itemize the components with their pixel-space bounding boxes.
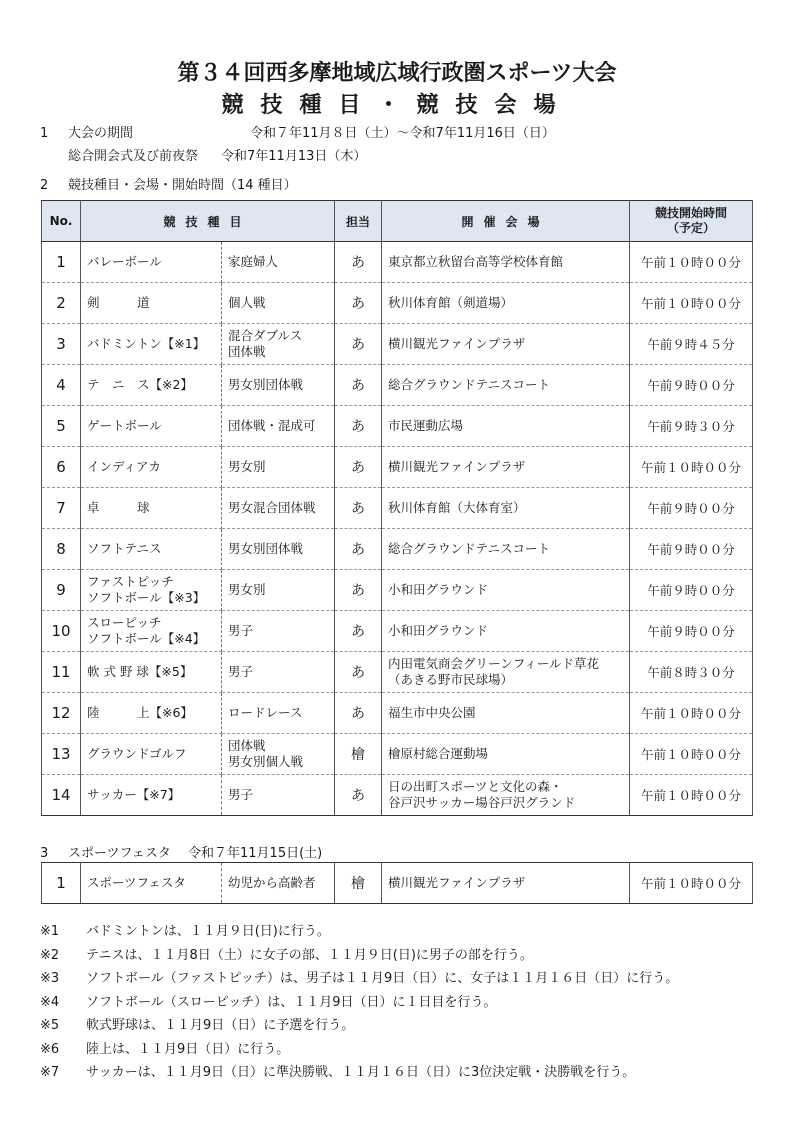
footnote-text: バドミントンは、１１月９日(日)に行う。 [86,924,330,939]
cell-sport: ゲートボール [81,406,222,447]
document-subtitle: 競技種目・競技会場 [221,92,573,118]
cell-tanto: あ [335,775,382,816]
table-row [42,447,753,488]
ceremony-value: 令和7年11月13日（木） [221,149,367,164]
cell-venue: 檜原村総合運動場 [382,734,630,775]
header-tanto: 担当 [335,201,382,242]
cell-time: 午前１０時００分 [630,447,753,488]
cell-tanto: あ [335,652,382,693]
table-row [42,611,753,652]
table-header-row [42,201,753,242]
footnote-text: ソフトボール（スローピッチ）は、１１月9日（日）に１日目を行う。 [86,994,497,1010]
cell-sport: テ ニ ス【※2】 [81,365,222,406]
cell-time: 午前９時００分 [630,365,753,406]
cell-category: 団体戦 男女別個人戦 [222,734,335,775]
footnote-mark: ※3 [40,971,60,986]
footnote-item [40,991,678,1015]
table-row [42,693,753,734]
footnote-mark: ※4 [40,994,60,1010]
cell-tanto: あ [335,406,382,447]
table-row [42,488,753,529]
footnote-text: テニスは、１１月8日（土）に女子の部、１１月９日(日)に男子の部を行う。 [86,947,533,963]
table-row [42,406,753,447]
cell-category: 男女別団体戦 [222,529,335,570]
cell-sport: 卓 球 [81,488,222,529]
table-row [42,365,753,406]
table-row [42,734,753,775]
cell-sport: サッカー【※7】 [81,775,222,816]
footnote-item [40,944,678,968]
table-row [42,324,753,365]
cell-category: 男女別 [222,447,335,488]
cell-sport: グラウンドゴルフ [81,734,222,775]
cell-sport: ソフトテニス [81,529,222,570]
cell-sport: バドミントン【※1】 [81,324,222,365]
cell-category: 幼児から高齢者 [222,863,335,904]
cell-tanto: あ [335,447,382,488]
table-row [42,775,753,816]
cell-time: 午前９時４５分 [630,324,753,365]
period-value: 令和７年11月８日（土）～令和7年11月16日（日） [250,126,555,141]
cell-sport: ファストピッチ ソフトボール【※3】 [81,570,222,611]
cell-category: 男女別 [222,570,335,611]
cell-tanto: あ [335,693,382,734]
cell-tanto: あ [335,488,382,529]
cell-no: 12 [42,693,81,734]
cell-venue: 秋川体育館（大体育室） [382,488,630,529]
cell-category: 男女混合団体戦 [222,488,335,529]
footnote-mark: ※7 [40,1065,60,1080]
cell-no: 7 [42,488,81,529]
cell-tanto: あ [335,611,382,652]
section-number: 1 [40,126,49,141]
cell-category: ロードレース [222,693,335,734]
header-time: 競技開始時間 （予定） [630,201,753,242]
festa-table [41,862,753,904]
footnote-mark: ※5 [40,1018,60,1033]
cell-no: 8 [42,529,81,570]
cell-venue: 総合グラウンドテニスコート [382,529,630,570]
cell-no: 11 [42,652,81,693]
cell-category: 男女別団体戦 [222,365,335,406]
footnote-item [40,967,678,991]
cell-no: 9 [42,570,81,611]
cell-tanto: あ [335,529,382,570]
cell-sport: スポーツフェスタ [81,863,222,904]
cell-time: 午前１０時００分 [630,283,753,324]
cell-venue: 小和田グラウンド [382,611,630,652]
footnote-item [40,1038,678,1062]
cell-sport: インディアカ [81,447,222,488]
cell-no: 13 [42,734,81,775]
table-row [42,529,753,570]
cell-category: 男子 [222,775,335,816]
footnote-item [40,1014,678,1038]
footnote-mark: ※2 [40,947,60,963]
cell-no: 10 [42,611,81,652]
section-1-period [40,122,555,141]
cell-venue: 横川観光ファインプラザ [382,863,630,904]
table-row [42,652,753,693]
cell-no: 5 [42,406,81,447]
events-table [41,200,753,816]
cell-time: 午前９時００分 [630,488,753,529]
cell-venue: 日の出町スポーツと文化の森・ 谷戸沢サッカー場谷戸沢グランド [382,775,630,816]
cell-no: 6 [42,447,81,488]
cell-venue: 福生市中央公園 [382,693,630,734]
cell-time: 午前１０時００分 [630,693,753,734]
ceremony-label: 総合開会式及び前夜祭 [68,149,199,164]
cell-category: 男子 [222,611,335,652]
cell-tanto: 檜 [335,734,382,775]
cell-time: 午前１０時００分 [630,863,753,904]
footnote-text: 陸上は、１１月9日（日）に行う。 [86,1041,290,1057]
document-title: 第３４回西多摩地域広域行政圏スポーツ大会 [177,60,617,86]
table-row [42,283,753,324]
cell-venue: 内田電気商会グリーンフィールド草花 （あきる野市民球場） [382,652,630,693]
cell-category: 男子 [222,652,335,693]
section-label: 競技種目・会場・開始時間（14 種目） [68,178,297,193]
cell-sport: 陸 上【※6】 [81,693,222,734]
cell-sport: スローピッチ ソフトボール【※4】 [81,611,222,652]
cell-venue: 総合グラウンドテニスコート [382,365,630,406]
cell-venue: 小和田グラウンド [382,570,630,611]
cell-no: 2 [42,283,81,324]
cell-no: 3 [42,324,81,365]
cell-category: 家庭婦人 [222,242,335,283]
cell-time: 午前９時００分 [630,611,753,652]
cell-no: 1 [42,863,81,904]
cell-sport: 剣 道 [81,283,222,324]
cell-venue: 市民運動広場 [382,406,630,447]
footnote-item [40,920,678,944]
cell-sport: 軟 式 野 球【※5】 [81,652,222,693]
cell-time: 午前１０時００分 [630,775,753,816]
footnote-text: サッカーは、１１月9日（日）に準決勝戦、１１月１６日（日）に3位決定戦・決勝戦を行う。 [86,1065,636,1080]
header-venue: 開催会場 [382,201,630,242]
cell-tanto: あ [335,365,382,406]
footnote-mark: ※6 [40,1041,60,1057]
cell-no: 14 [42,775,81,816]
cell-tanto: あ [335,324,382,365]
footnote-mark: ※1 [40,924,60,939]
cell-tanto: あ [335,283,382,324]
footnote-text: ソフトボール（ファストピッチ）は、男子は１１月9日（日）に、女子は１１月１６日（日）に行う。 [86,971,679,986]
festa-date: 令和７年11月15日(土) [188,846,323,861]
footnotes [40,920,678,1085]
cell-time: 午前８時３０分 [630,652,753,693]
footnote-text: 軟式野球は、１１月9日（日）に予選を行う。 [86,1018,355,1033]
cell-tanto: あ [335,570,382,611]
cell-venue: 秋川体育館（剣道場） [382,283,630,324]
cell-category: 団体戦・混成可 [222,406,335,447]
cell-venue: 横川観光ファインプラザ [382,324,630,365]
table-row [42,570,753,611]
cell-tanto: あ [335,242,382,283]
section-number: 2 [40,178,49,193]
cell-tanto: 檜 [335,863,382,904]
section-3-heading [40,842,322,861]
cell-time: 午前１０時００分 [630,734,753,775]
footnote-item [40,1061,678,1085]
cell-category: 個人戦 [222,283,335,324]
table-row [42,863,753,904]
header-no: No. [42,201,81,242]
table-row [42,242,753,283]
cell-time: 午前９時００分 [630,570,753,611]
cell-time: 午前９時００分 [630,529,753,570]
cell-no: 4 [42,365,81,406]
section-label: スポーツフェスタ [68,846,171,861]
header-event: 競技種目 [81,201,335,242]
cell-time: 午前１０時００分 [630,242,753,283]
cell-no: 1 [42,242,81,283]
section-1-ceremony [68,145,366,164]
cell-venue: 東京都立秋留台高等学校体育館 [382,242,630,283]
cell-category: 混合ダブルス 団体戦 [222,324,335,365]
cell-time: 午前９時３０分 [630,406,753,447]
cell-sport: バレーボール [81,242,222,283]
section-number: 3 [40,846,49,861]
period-label: 大会の期間 [68,126,134,141]
cell-venue: 横川観光ファインプラザ [382,447,630,488]
section-2-heading [40,174,297,193]
